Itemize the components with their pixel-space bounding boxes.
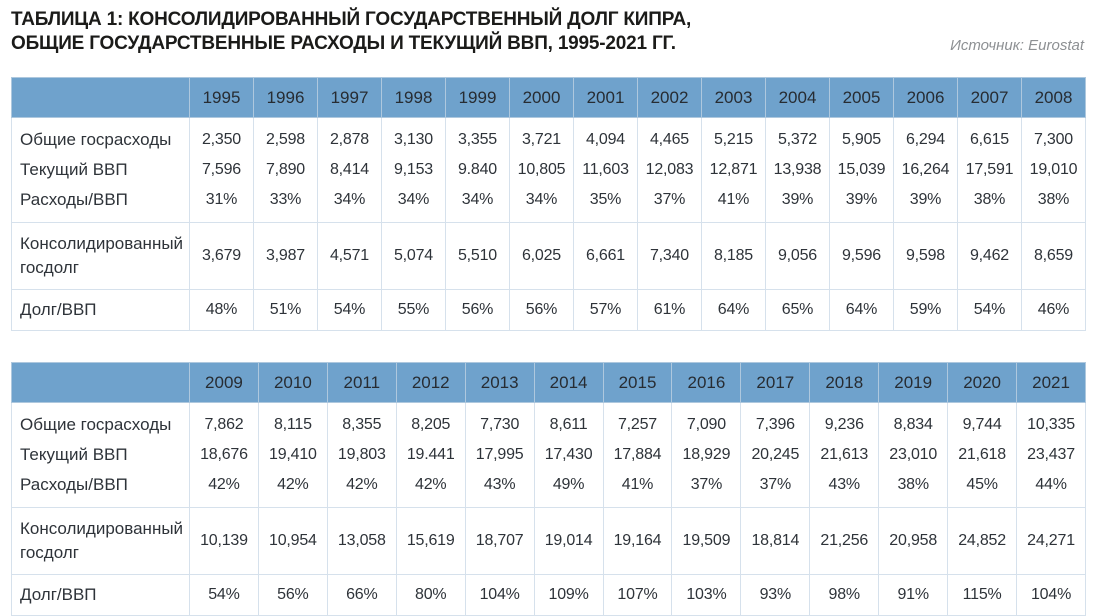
- value-cell: [879, 508, 948, 575]
- value-cell: [672, 403, 741, 508]
- value: 80%: [415, 586, 447, 603]
- value: 6,615: [969, 131, 1010, 148]
- value: 91%: [897, 586, 929, 603]
- value: 46%: [1037, 301, 1070, 318]
- value: 10,954: [269, 532, 317, 549]
- value: 3,987: [265, 247, 306, 264]
- value-cell: [254, 118, 318, 223]
- value: 44%: [1035, 476, 1067, 493]
- value-cell: [510, 290, 574, 331]
- value-cell: [258, 508, 327, 575]
- value-cell: [446, 290, 510, 331]
- value: 10,335: [1027, 416, 1075, 433]
- value-cell: [702, 290, 766, 331]
- value-cell: [810, 508, 879, 575]
- value-cell: [190, 575, 259, 616]
- value-cell: [879, 403, 948, 508]
- value-cell: [741, 575, 810, 616]
- value: 55%: [397, 301, 430, 318]
- value-cell: [446, 223, 510, 290]
- year-header-cell: 2001: [574, 78, 638, 118]
- year-header-cell: 2020: [948, 363, 1017, 403]
- value-cell: [382, 223, 446, 290]
- value-cell: [830, 223, 894, 290]
- value: 18,814: [751, 532, 800, 549]
- value-cell: [465, 575, 534, 616]
- value: 41%: [621, 476, 654, 493]
- year-header-cell: 2006: [894, 78, 958, 118]
- value-cell: [672, 508, 741, 575]
- value: 20,958: [889, 532, 938, 549]
- value: 7,396: [755, 416, 795, 433]
- value: 38%: [973, 191, 1006, 208]
- value: 7,596: [201, 161, 242, 178]
- value-cell: [1017, 508, 1086, 575]
- value-cell: [958, 118, 1022, 223]
- year-header-cell: 1996: [254, 78, 318, 118]
- value: 8,115: [273, 416, 312, 433]
- value: 38%: [1037, 191, 1070, 208]
- value: 13,058: [337, 532, 386, 549]
- corner-cell: [12, 78, 190, 118]
- value: 19.441: [406, 446, 455, 463]
- value-cell: [603, 403, 672, 508]
- year-header-cell: 2004: [766, 78, 830, 118]
- value: 19,164: [613, 532, 662, 549]
- figure-header: [11, 8, 1086, 56]
- year-header-cell: 2010: [258, 363, 327, 403]
- value: 8,205: [411, 416, 451, 433]
- value: 20,245: [751, 446, 800, 463]
- value: 39%: [909, 191, 942, 208]
- value: 104%: [479, 586, 520, 603]
- value: 3,130: [393, 131, 434, 148]
- value: 19,509: [682, 532, 731, 549]
- value-cell: [254, 290, 318, 331]
- value-cell: [534, 575, 603, 616]
- value: 54%: [208, 586, 240, 603]
- year-header-cell: 2007: [958, 78, 1022, 118]
- value: 5,215: [713, 131, 754, 148]
- value-cell: [810, 575, 879, 616]
- value-cell: [465, 403, 534, 508]
- year-header-cell: 1997: [318, 78, 382, 118]
- row-label: Расходы/ВВП: [20, 190, 128, 209]
- table-row: [12, 508, 1086, 575]
- value: 5,372: [777, 131, 818, 148]
- value: 24,271: [1027, 532, 1075, 549]
- year-header-cell: 2008: [1022, 78, 1086, 118]
- year-header-row: [12, 363, 1086, 403]
- value: 93%: [759, 586, 792, 603]
- year-header-cell: 2018: [810, 363, 879, 403]
- value: 19,010: [1029, 161, 1078, 178]
- value-cell: [190, 118, 254, 223]
- value: 6,294: [905, 131, 946, 148]
- value: 7,257: [617, 416, 658, 433]
- value: 2,878: [329, 131, 370, 148]
- value-cell: [510, 118, 574, 223]
- value-cell: [190, 290, 254, 331]
- value-cell: [190, 403, 259, 508]
- value: 16,264: [901, 161, 950, 178]
- value: 5,905: [841, 131, 882, 148]
- value: 49%: [552, 476, 585, 493]
- row-label: Консолидированный госдолг: [20, 519, 184, 562]
- table-row: [12, 575, 1086, 616]
- value: 21,613: [820, 446, 869, 463]
- year-header-cell: 2002: [638, 78, 702, 118]
- value: 15,619: [406, 532, 455, 549]
- value: 56%: [277, 586, 309, 603]
- value: 8,414: [329, 161, 370, 178]
- value: 9,236: [824, 416, 864, 433]
- value: 9,462: [969, 247, 1010, 264]
- row-label: Общие госрасходы: [20, 415, 172, 434]
- value: 19,014: [544, 532, 593, 549]
- value-cell: [318, 290, 382, 331]
- value: 2,598: [265, 131, 306, 148]
- value: 37%: [690, 476, 723, 493]
- table-1995-2008: [11, 77, 1086, 331]
- value-cell: [327, 403, 396, 508]
- value-cell: [958, 223, 1022, 290]
- source-credit: Источник: Eurostat: [950, 37, 1084, 54]
- value-cell: [603, 508, 672, 575]
- value: 9,596: [841, 247, 882, 264]
- value: 7,862: [204, 416, 244, 433]
- value-cell: [766, 118, 830, 223]
- year-header-cell: 2013: [465, 363, 534, 403]
- value: 19,410: [269, 446, 317, 463]
- value: 9,056: [777, 247, 818, 264]
- value: 61%: [653, 301, 686, 318]
- value: 17,995: [475, 446, 524, 463]
- value: 7,890: [265, 161, 306, 178]
- corner-cell: [12, 363, 190, 403]
- value: 41%: [717, 191, 750, 208]
- year-header-cell: 2015: [603, 363, 672, 403]
- value-cell: [574, 223, 638, 290]
- row-label: Текущий ВВП: [20, 445, 128, 464]
- row-label-cell: [12, 290, 190, 331]
- value: 24,852: [958, 532, 1006, 549]
- value: 8,355: [342, 416, 382, 433]
- value: 103%: [686, 586, 727, 603]
- row-label: Долг/ВВП: [20, 300, 97, 319]
- value: 8,834: [893, 416, 933, 433]
- value-cell: [327, 575, 396, 616]
- value: 43%: [483, 476, 516, 493]
- value-cell: [638, 290, 702, 331]
- value-cell: [741, 403, 810, 508]
- value: 21,618: [958, 446, 1006, 463]
- value: 42%: [277, 476, 309, 493]
- value: 4,465: [649, 131, 690, 148]
- value: 38%: [897, 476, 929, 493]
- value-cell: [638, 118, 702, 223]
- value: 23,010: [889, 446, 938, 463]
- figure-title-line2: ОБЩИЕ ГОСУДАРСТВЕННЫЕ РАСХОДЫ И ТЕКУЩИЙ ВВП, 1995-2021 ГГ.: [11, 33, 676, 54]
- table-row: [12, 403, 1086, 508]
- value: 4,094: [585, 131, 626, 148]
- year-header-cell: 2016: [672, 363, 741, 403]
- value: 13,938: [773, 161, 822, 178]
- value: 9,598: [905, 247, 946, 264]
- table-row: [12, 290, 1086, 331]
- value-cell: [258, 403, 327, 508]
- value: 9.840: [457, 161, 498, 178]
- value: 42%: [346, 476, 378, 493]
- value-cell: [894, 118, 958, 223]
- year-header-cell: 2014: [534, 363, 603, 403]
- value-cell: [1017, 575, 1086, 616]
- value-cell: [766, 223, 830, 290]
- value: 7,730: [480, 416, 520, 433]
- value: 37%: [653, 191, 686, 208]
- year-header-cell: 2017: [741, 363, 810, 403]
- value: 42%: [208, 476, 240, 493]
- value-cell: [318, 118, 382, 223]
- value: 56%: [461, 301, 494, 318]
- value: 48%: [205, 301, 238, 318]
- value: 10,139: [200, 532, 248, 549]
- row-label-cell: [12, 403, 190, 508]
- value-cell: [672, 575, 741, 616]
- row-label-cell: [12, 223, 190, 290]
- value: 18,707: [475, 532, 524, 549]
- value: 57%: [589, 301, 622, 318]
- value: 66%: [346, 586, 378, 603]
- value: 43%: [828, 476, 860, 493]
- value-cell: [766, 290, 830, 331]
- value: 45%: [966, 476, 998, 493]
- value: 8,659: [1033, 247, 1074, 264]
- value-cell: [810, 403, 879, 508]
- figure-title: [11, 8, 1086, 56]
- table-2009-2021: [11, 362, 1086, 616]
- value: 12,871: [709, 161, 758, 178]
- value: 39%: [845, 191, 878, 208]
- value: 6,661: [585, 247, 626, 264]
- value-cell: [327, 508, 396, 575]
- value-cell: [948, 403, 1017, 508]
- year-header-cell: 2011: [327, 363, 396, 403]
- value: 34%: [333, 191, 366, 208]
- value-cell: [830, 290, 894, 331]
- value: 54%: [973, 301, 1006, 318]
- value: 8,611: [549, 416, 588, 433]
- value: 9,744: [962, 416, 1002, 433]
- value: 107%: [617, 586, 658, 603]
- value-cell: [879, 575, 948, 616]
- value: 65%: [781, 301, 814, 318]
- value: 4,571: [329, 247, 370, 264]
- value: 34%: [525, 191, 558, 208]
- value-cell: [741, 508, 810, 575]
- value: 34%: [461, 191, 494, 208]
- value-cell: [948, 508, 1017, 575]
- value: 15,039: [837, 161, 886, 178]
- value-cell: [702, 118, 766, 223]
- value: 56%: [525, 301, 558, 318]
- value: 98%: [828, 586, 860, 603]
- value-cell: [574, 118, 638, 223]
- value: 64%: [717, 301, 750, 318]
- value: 64%: [845, 301, 878, 318]
- year-header-cell: 2000: [510, 78, 574, 118]
- value: 7,340: [649, 247, 690, 264]
- value: 51%: [269, 301, 302, 318]
- value: 17,430: [544, 446, 593, 463]
- value: 3,721: [521, 131, 562, 148]
- row-label: Консолидированный госдолг: [20, 234, 184, 277]
- year-header-cell: 1995: [190, 78, 254, 118]
- value-cell: [603, 575, 672, 616]
- value-cell: [510, 223, 574, 290]
- value: 5,074: [393, 247, 434, 264]
- value: 18,676: [200, 446, 248, 463]
- row-label: Долг/ВВП: [20, 585, 97, 604]
- value: 34%: [397, 191, 430, 208]
- value: 19,803: [337, 446, 386, 463]
- year-header-cell: 2003: [702, 78, 766, 118]
- value-cell: [534, 403, 603, 508]
- value: 21,256: [820, 532, 869, 549]
- value: 17,591: [965, 161, 1014, 178]
- value-cell: [638, 223, 702, 290]
- value-cell: [1022, 223, 1086, 290]
- value-cell: [574, 290, 638, 331]
- value-cell: [1022, 290, 1086, 331]
- value: 37%: [759, 476, 792, 493]
- value-cell: [190, 508, 259, 575]
- year-header-cell: 2005: [830, 78, 894, 118]
- value-cell: [396, 403, 465, 508]
- value-cell: [830, 118, 894, 223]
- value: 109%: [548, 586, 589, 603]
- value: 17,884: [613, 446, 662, 463]
- year-header-row: [12, 78, 1086, 118]
- value: 18,929: [682, 446, 731, 463]
- value: 33%: [269, 191, 302, 208]
- value-cell: [894, 223, 958, 290]
- value-cell: [254, 223, 318, 290]
- value: 31%: [205, 191, 238, 208]
- value: 59%: [909, 301, 942, 318]
- year-header-cell: 1998: [382, 78, 446, 118]
- row-label: Текущий ВВП: [20, 160, 128, 179]
- row-label-cell: [12, 118, 190, 223]
- value-cell: [894, 290, 958, 331]
- value-cell: [702, 223, 766, 290]
- row-label-cell: [12, 508, 190, 575]
- year-header-cell: 2019: [879, 363, 948, 403]
- value-cell: [318, 223, 382, 290]
- table-row: [12, 223, 1086, 290]
- value: 2,350: [201, 131, 242, 148]
- value: 104%: [1030, 586, 1072, 603]
- value: 115%: [962, 586, 1002, 603]
- value-cell: [958, 290, 1022, 331]
- table-row: [12, 118, 1086, 223]
- value: 11,603: [582, 161, 629, 178]
- value-cell: [382, 290, 446, 331]
- value: 5,510: [457, 247, 498, 264]
- row-label: Общие госрасходы: [20, 130, 172, 149]
- value-cell: [258, 575, 327, 616]
- value: 54%: [333, 301, 366, 318]
- year-header-cell: 2021: [1017, 363, 1086, 403]
- value-cell: [446, 118, 510, 223]
- value: 42%: [415, 476, 447, 493]
- year-header-cell: 1999: [446, 78, 510, 118]
- value: 7,300: [1033, 131, 1074, 148]
- value: 35%: [589, 191, 622, 208]
- value-cell: [534, 508, 603, 575]
- value-cell: [396, 508, 465, 575]
- value-cell: [382, 118, 446, 223]
- value: 7,090: [686, 416, 726, 433]
- value: 3,355: [457, 131, 498, 148]
- value-cell: [1022, 118, 1086, 223]
- value: 23,437: [1027, 446, 1075, 463]
- value: 10,805: [517, 161, 566, 178]
- value-cell: [948, 575, 1017, 616]
- row-label-cell: [12, 575, 190, 616]
- value: 8,185: [713, 247, 754, 264]
- value-cell: [190, 223, 254, 290]
- value-cell: [396, 575, 465, 616]
- value-cell: [1017, 403, 1086, 508]
- value: 39%: [781, 191, 814, 208]
- year-header-cell: 2009: [190, 363, 259, 403]
- figure-title-line1: ТАБЛИЦА 1: КОНСОЛИДИРОВАННЫЙ ГОСУДАРСТВЕННЫЙ ДОЛГ КИПРА,: [11, 9, 692, 30]
- value: 12,083: [645, 161, 694, 178]
- value-cell: [465, 508, 534, 575]
- value: 3,679: [201, 247, 242, 264]
- value: 9,153: [393, 161, 434, 178]
- value: 6,025: [521, 247, 562, 264]
- row-label: Расходы/ВВП: [20, 475, 128, 494]
- year-header-cell: 2012: [396, 363, 465, 403]
